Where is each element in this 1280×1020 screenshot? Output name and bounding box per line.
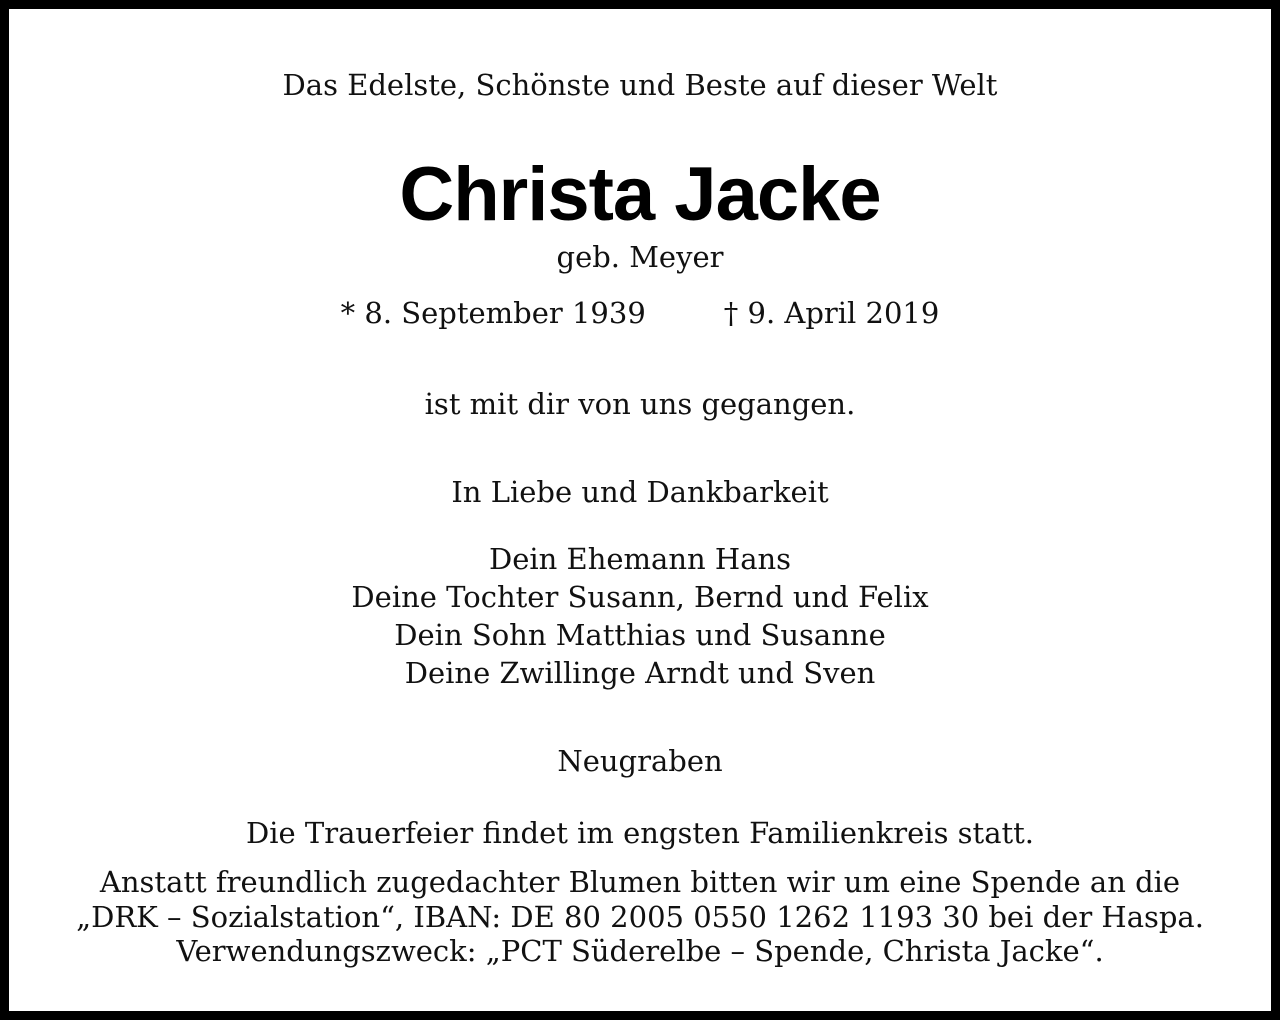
birth-date: * 8. September 1939 [340,296,646,330]
mourner-line: Deine Zwillinge Arndt und Sven [404,656,876,690]
mourner-line: Dein Sohn Matthias und Susanne [394,618,886,652]
funeral-info: Die Trauerfeier findet im engsten Familienkreis statt. [245,816,1035,850]
donation-line: Anstatt freundlich zugedachter Blumen bitten wir um eine Spende an die [99,865,1181,899]
donation-line: „DRK – Sozialstation“, IBAN: DE 80 2005 0550 1262 1193 30 bei der Haspa. [76,900,1204,934]
mourner-line: Deine Tochter Susann, Bernd und Felix [351,580,929,614]
closing-phrase: In Liebe und Dankbarkeit [451,475,829,509]
donation-line: Verwendungszweck: „PCT Süderelbe – Spende, Christa Jacke“. [176,934,1104,968]
death-date: † 9. April 2019 [723,296,940,330]
intro-line: Das Edelste, Schönste und Beste auf dieser Welt [282,68,998,102]
deceased-name: Christa Jacke [399,152,881,237]
location: Neugraben [557,744,723,778]
maiden-name: geb. Meyer [556,240,724,274]
passing-phrase: ist mit dir von uns gegangen. [424,387,856,421]
mourner-line: Dein Ehemann Hans [488,542,792,576]
life-dates [9,295,1271,331]
